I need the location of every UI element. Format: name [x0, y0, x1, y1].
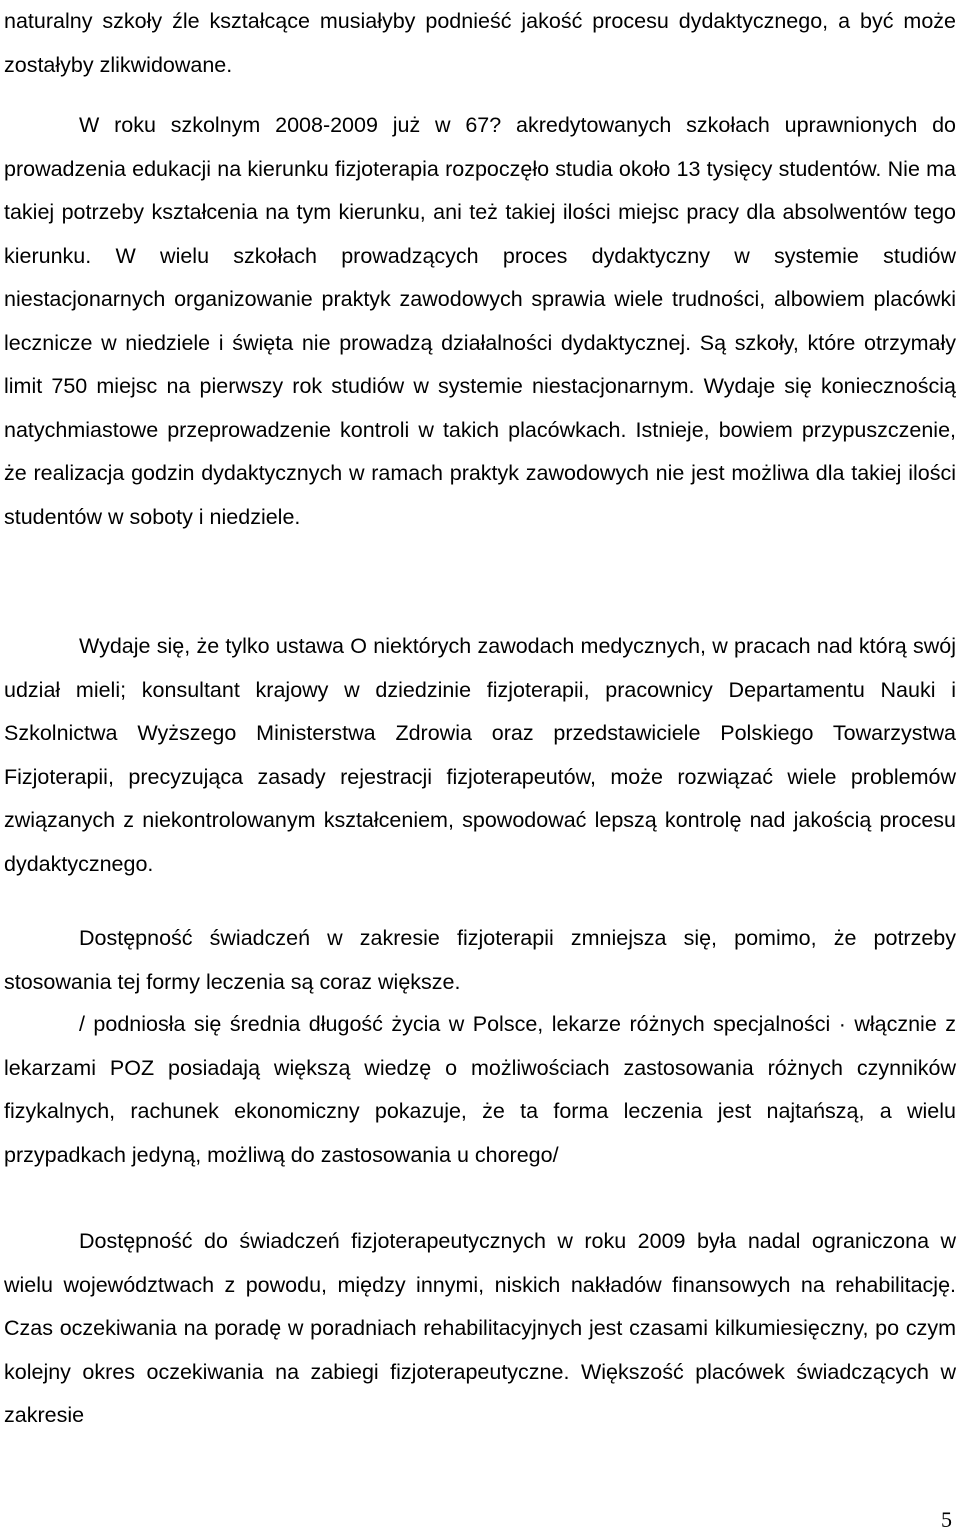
paragraph-dlugosc-zycia: / podniosła się średnia długość życia w Polsce, lekarze różnych specjalności · włącznie z lekarzami POZ posiadają większą wiedzę o możliwościach zastosowania różnych czynników fizykalnych, rachunek ekonomiczny pokazuje, że ta forma leczenia jest najtańszą, a wielu przypadkach jedyną, możliwą do zastosowania u chorego/ [4, 1012, 956, 1167]
paragraph-continuation: naturalny szkoły źle kształcące musiałyby podnieść jakość procesu dydaktycznego, a być może zostałyby zlikwidowane. [4, 9, 956, 77]
paragraph-fizjoterapia-studenci: W roku szkolnym 2008-2009 już w 67? akredytowanych szkołach uprawnionych do prowadzenia edukacji na kierunku fizjoterapia rozpoczęło studia około 13 tysięcy studentów. Nie ma takiej potrzeby kształcenia na tym kierunku, ani też takiej ilości miejsc pracy dla absolwentów tego kierunku. W wielu szkołach prowadzących proces dydaktyczny w systemie studiów niestacjonarnych organizowanie praktyk zawodowych sprawia wiele trudności, albowiem placówki lecznicze w niedziele i święta nie prowadzą działalności dydaktycznej. Są szkoły, które otrzymały limit 750 miejsc na pierwszy rok studiów w systemie niestacjonarnym. Wydaje się koniecznością natychmiastowe przeprowadzenie kontroli w takich placówkach. Istnieje, bowiem przypuszczenie, że realizacja godzin dydaktycznych w ramach praktyk zawodowych nie jest możliwa dla takiej ilości studentów w soboty i niedziele. [4, 113, 956, 529]
paragraph-dostepnosc-2009: Dostępność do świadczeń fizjoterapeutycznych w roku 2009 była nadal ograniczona w wielu województwach z powodu, między innymi, niskich nakładów finansowych na rehabilitację. Czas oczekiwania na poradę w poradniach rehabilitacyjnych jest czasami kilkumiesięczny, po czym kolejny okres oczekiwania na zabiegi fizjoterapeutyczne. Większość placówek świadczących w zakresie [4, 1229, 956, 1427]
paragraph-ustawa: Wydaje się, że tylko ustawa O niektórych zawodach medycznych, w pracach nad którą swój udział mieli; konsultant krajowy w dziedzinie fizjoterapii, pracownicy Departamentu Nauki i Szkolnictwa Wyższego Ministerstwa Zdrowia oraz przedstawiciele Polskiego Towarzystwa Fizjoterapii, precyzująca zasady rejestracji fizjoterapeutów, może rozwiązać wiele problemów związanych z niekontrolowanym kształceniem, spowodować lepszą kontrolę nad jakością procesu dydaktycznego. [4, 634, 956, 876]
paragraph-dostepnosc: Dostępność świadczeń w zakresie fizjoterapii zmniejsza się, pomimo, że potrzeby stosowania tej formy leczenia są coraz większe. [4, 926, 956, 994]
page-number: 5 [941, 1507, 952, 1532]
